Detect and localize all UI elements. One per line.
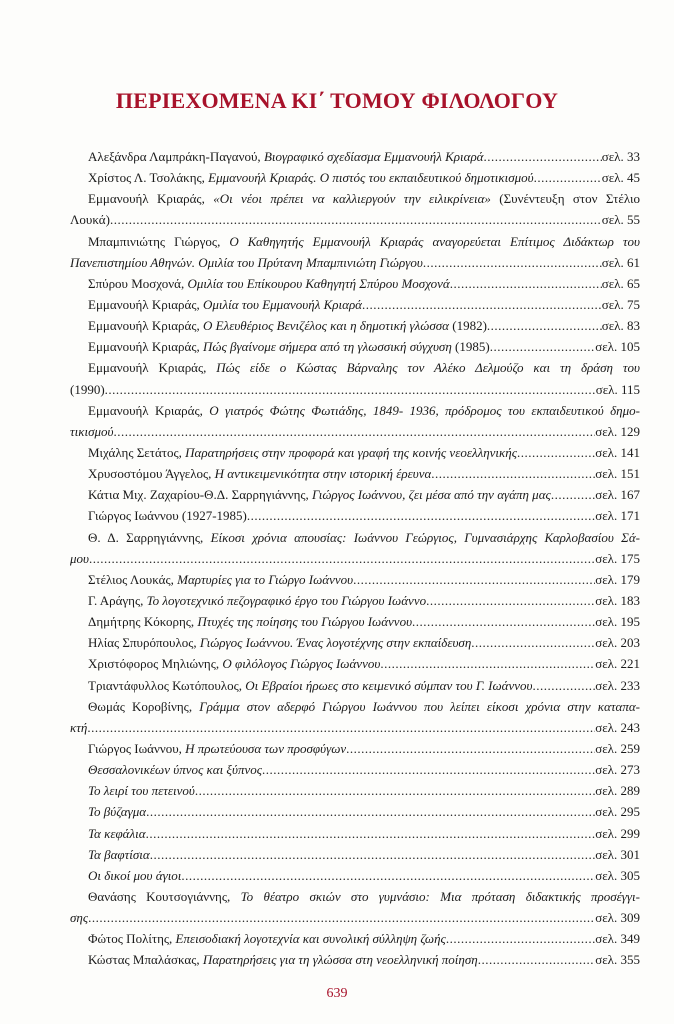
entry-text bbox=[88, 823, 146, 844]
leader-dots bbox=[150, 844, 595, 865]
toc-entry bbox=[70, 886, 640, 928]
entry-author: Στέλιος Λουκάς, bbox=[88, 571, 178, 587]
entry-title: Παρατηρήσεις για τη γλώσσα στη νεοελληνική ποίηση bbox=[202, 952, 478, 968]
entry-author: Θωμάς Κοροβίνης, bbox=[88, 698, 200, 714]
toc-entry-line bbox=[70, 357, 640, 378]
toc-entry bbox=[70, 167, 640, 188]
toc-entry-line bbox=[70, 738, 640, 759]
entry-text bbox=[70, 717, 87, 738]
toc-entry bbox=[70, 801, 640, 822]
entry-text bbox=[88, 865, 181, 886]
entry-title: Γράμμα στον αδερφό Γιώργου Ιωάννου που λείπει είκοσι χρόνια στην καταπα- bbox=[199, 698, 640, 714]
entry-text bbox=[88, 801, 146, 822]
toc-entry bbox=[70, 442, 640, 463]
toc-entry bbox=[70, 675, 640, 696]
entry-text bbox=[88, 442, 517, 463]
entry-title: Τα κεφάλια bbox=[88, 825, 146, 841]
entry-author: (1985) bbox=[451, 339, 490, 355]
entry-author: Γιώργος Ιωάννου, bbox=[88, 740, 186, 756]
entry-title: Ομιλία του Εμμανουήλ Κριαρά bbox=[203, 296, 363, 312]
toc-entry-line bbox=[70, 484, 640, 505]
leader-dots bbox=[105, 379, 596, 400]
toc-entry-line bbox=[70, 315, 640, 336]
leader-dots bbox=[484, 146, 602, 167]
toc-entry-line bbox=[70, 336, 640, 357]
entry-author: Δημήτρης Κόκορης, bbox=[88, 614, 198, 630]
entry-author: Κάτια Μιχ. Ζαχαρίου-Θ.Δ. Σαρρηγιάννης, bbox=[88, 487, 313, 503]
toc-entry-line bbox=[70, 653, 640, 674]
toc-entry bbox=[70, 188, 640, 230]
toc-entry-line bbox=[70, 569, 640, 590]
entry-page: σελ. 221 bbox=[595, 656, 640, 672]
entry-page: σελ. 83 bbox=[601, 318, 640, 334]
toc-entry-line bbox=[70, 865, 640, 886]
toc-entry bbox=[70, 759, 640, 780]
entry-title: Πανεπιστημίου Αθηνών. Ομιλία του Πρύτανη Μπαμπινιώτη Γιώργου bbox=[70, 254, 423, 270]
entry-title: Εμμανουήλ Κριαράς. Ο πιστός του εκπαιδευτικού δημοτικισμού bbox=[208, 170, 534, 186]
entry-author: Εμμανουήλ Κριαράς, bbox=[88, 360, 217, 376]
entry-page: σελ. 129 bbox=[595, 423, 640, 439]
entry-page: σελ. 115 bbox=[595, 381, 640, 397]
toc-entry-line bbox=[70, 505, 640, 526]
entry-page: σελ. 141 bbox=[595, 444, 640, 460]
toc-entry bbox=[70, 865, 640, 886]
toc-entry-line bbox=[70, 844, 640, 865]
toc-entry bbox=[70, 590, 640, 611]
entry-page: σελ. 295 bbox=[595, 804, 640, 820]
entry-author: Γιώργος Ιωάννου (1927-1985) bbox=[88, 508, 247, 524]
toc-entry-line bbox=[70, 421, 640, 442]
entry-title: σης bbox=[70, 910, 89, 926]
entry-page: σελ. 259 bbox=[595, 740, 640, 756]
entry-page: σελ. 75 bbox=[601, 296, 640, 312]
entry-page: σελ. 233 bbox=[595, 677, 640, 693]
toc-entry bbox=[70, 696, 640, 738]
page-title: ΠΕΡΙΕΧΟΜΕΝΑ ΚΙ΄ ΤΟΜΟΥ ΦΙΛΟΛΟΓΟΥ bbox=[115, 88, 559, 113]
entry-text bbox=[88, 294, 362, 315]
entry-title: Παρατηρήσεις στην προφορά και γραφή της κοινής νεοελληνικής bbox=[185, 444, 517, 460]
toc-entry-line bbox=[70, 294, 640, 315]
toc-entry-line bbox=[70, 527, 640, 548]
entry-text bbox=[70, 421, 114, 442]
leader-dots bbox=[247, 505, 595, 526]
entry-text bbox=[88, 653, 380, 674]
entry-author: Φώτος Πολίτης, bbox=[88, 931, 176, 947]
toc-entry bbox=[70, 569, 640, 590]
entry-title: Η αντικειμενικότητα στην ιστορική έρευνα bbox=[214, 466, 432, 482]
entry-text bbox=[70, 907, 88, 928]
entry-text bbox=[88, 273, 450, 294]
entry-text bbox=[88, 611, 412, 632]
toc-entry bbox=[70, 611, 640, 632]
entry-page: σελ. 243 bbox=[595, 719, 640, 735]
toc-entry bbox=[70, 231, 640, 273]
entry-page: σελ. 33 bbox=[601, 149, 640, 164]
toc-entry-line bbox=[70, 209, 640, 230]
toc-entry-line bbox=[70, 928, 640, 949]
entry-author: Εμμανουήλ Κριαράς, bbox=[88, 296, 203, 312]
toc-entry-line bbox=[70, 231, 640, 252]
entry-page: σελ. 105 bbox=[595, 339, 640, 355]
toc-entry-line bbox=[70, 611, 640, 632]
entry-author: Εμμανουήλ Κριαράς, bbox=[88, 191, 214, 207]
entry-author: Τριαντάφυλλος Κωτόπουλος, bbox=[88, 677, 246, 693]
entry-title: μου bbox=[70, 550, 89, 566]
entry-page: σελ. 355 bbox=[595, 952, 640, 968]
leader-dots bbox=[446, 928, 595, 949]
entry-text bbox=[88, 167, 534, 188]
entry-page: σελ. 167 bbox=[595, 487, 640, 503]
entry-author: Ηλίας Σπυρόπουλος, bbox=[88, 635, 200, 651]
toc-entry-line bbox=[70, 146, 640, 167]
entry-text bbox=[88, 780, 195, 801]
entry-page: σελ. 183 bbox=[595, 592, 640, 608]
entry-page: σελ. 203 bbox=[595, 635, 640, 651]
toc-entry-line bbox=[70, 675, 640, 696]
toc-entry bbox=[70, 484, 640, 505]
toc-entry-line bbox=[70, 717, 640, 738]
entry-text bbox=[88, 505, 247, 526]
entry-title: Γιώργος Ιωάννου. Ένας λογοτέχνης στην εκπαίδευση bbox=[199, 635, 472, 651]
entry-author: Εμμανουήλ Κριαράς, bbox=[88, 318, 203, 334]
entry-title: τικισμού bbox=[70, 423, 114, 439]
leader-dots bbox=[534, 167, 602, 188]
entry-title: Θεσσαλονικέων ύπνος και ξύπνος bbox=[88, 762, 263, 778]
toc-entry bbox=[70, 400, 640, 442]
leader-dots bbox=[362, 294, 602, 315]
entry-title: Ο Καθηγητής Εμμανουήλ Κριαράς αναγορεύεται Επίτιμος Διδάκτωρ του bbox=[229, 233, 640, 249]
toc-entry-line bbox=[70, 188, 640, 209]
toc-entry-line bbox=[70, 696, 640, 717]
entry-title: Ο φιλόλογος Γιώργος Ιωάννου bbox=[222, 656, 381, 672]
entry-text bbox=[70, 548, 89, 569]
entry-page: σελ. 171 bbox=[595, 508, 640, 524]
toc-entry-line bbox=[70, 780, 640, 801]
entry-author: Θανάσης Κουτσογιάννης, bbox=[88, 888, 241, 904]
entry-text bbox=[88, 463, 431, 484]
entry-text bbox=[88, 146, 484, 167]
entry-title: Είκοσι χρόνια απουσίας: Ιωάννου Γεώργιος, Γυμνασιάρχης Καρλοβασίου Σά- bbox=[210, 529, 640, 545]
toc-entry bbox=[70, 273, 640, 294]
leader-dots bbox=[87, 717, 595, 738]
toc-entry-line bbox=[70, 400, 640, 421]
entry-text bbox=[88, 484, 551, 505]
toc-entry bbox=[70, 844, 640, 865]
page-number: 639 bbox=[326, 986, 348, 1001]
toc-entry bbox=[70, 294, 640, 315]
entry-title: Γιώργος Ιωάννου, ζει μέσα από την αγάπη μας bbox=[312, 487, 551, 503]
entry-text bbox=[70, 379, 105, 400]
toc-entry bbox=[70, 632, 640, 653]
entry-title: Πώς είδε ο Κώστας Βάρναλης τον Αλέκο Δελμούζο και τη δράση του bbox=[216, 360, 640, 376]
leader-dots bbox=[450, 273, 602, 294]
leader-dots bbox=[490, 336, 596, 357]
leader-dots bbox=[110, 209, 602, 230]
leader-dots bbox=[114, 421, 596, 442]
entry-text bbox=[88, 949, 478, 970]
leader-dots bbox=[412, 611, 595, 632]
toc-entry-line bbox=[70, 463, 640, 484]
leader-dots bbox=[487, 315, 602, 336]
leader-dots bbox=[195, 780, 595, 801]
toc-entry-line bbox=[70, 949, 640, 970]
entry-title: Βιογραφικό σχεδίασμα Εμμανουήλ Κριαρά bbox=[263, 149, 484, 164]
entry-page: σελ. 65 bbox=[601, 275, 640, 291]
entry-author: Μπαμπινιώτης Γιώργος, bbox=[88, 233, 230, 249]
entry-page: σελ. 349 bbox=[595, 931, 640, 947]
leader-dots bbox=[346, 738, 595, 759]
entry-title: Ο γιατρός Φώτης Φωτιάδης, 1849- 1936, πρόδρομος του εκπαιδευτικού δημο- bbox=[209, 402, 640, 418]
entry-title: Πώς βγαίνομε σήμερα από τη γλωσσική σύγχυση bbox=[203, 339, 452, 355]
entry-title: Το λειρί του πετεινού bbox=[88, 783, 195, 799]
toc-entry-line bbox=[70, 167, 640, 188]
entry-page: σελ. 175 bbox=[595, 550, 640, 566]
entry-text bbox=[88, 336, 490, 357]
entry-title: Η πρωτεύουσα των προσφύγων bbox=[185, 740, 347, 756]
entry-text bbox=[88, 928, 446, 949]
toc-entry-line bbox=[70, 252, 640, 273]
entry-title: Πτυχές της ποίησης του Γιώργου Ιωάννου bbox=[197, 614, 413, 630]
entry-text bbox=[88, 759, 262, 780]
entry-title: Επεισοδιακή λογοτεχνία και συνολική σύλληψη ζωής bbox=[175, 931, 446, 947]
toc-entry-line bbox=[70, 632, 640, 653]
toc-entry bbox=[70, 146, 640, 167]
entry-author: Γ. Αράγης, bbox=[88, 592, 147, 608]
entry-text bbox=[88, 844, 150, 865]
entry-page: σελ. 273 bbox=[595, 762, 640, 778]
leader-dots bbox=[532, 675, 595, 696]
toc-entry bbox=[70, 463, 640, 484]
entry-author: (Συνέντευξη στον Στέλιο bbox=[490, 191, 640, 207]
toc-entry bbox=[70, 949, 640, 970]
leader-dots bbox=[146, 801, 595, 822]
entry-author: Λουκά) bbox=[70, 212, 110, 228]
entry-title: κτή bbox=[70, 719, 88, 735]
entry-text bbox=[88, 675, 532, 696]
leader-dots bbox=[380, 653, 595, 674]
leader-dots bbox=[88, 907, 595, 928]
entry-title: Το λογοτεχνικό πεζογραφικό έργο του Γιώργου Ιωάννο bbox=[146, 592, 427, 608]
toc-entry-line bbox=[70, 442, 640, 463]
entry-page: σελ. 305 bbox=[595, 867, 640, 883]
leader-dots bbox=[146, 823, 596, 844]
entry-text bbox=[88, 569, 353, 590]
entry-page: σελ. 289 bbox=[595, 783, 640, 799]
leader-dots bbox=[262, 759, 595, 780]
entry-text bbox=[88, 738, 346, 759]
toc-entry bbox=[70, 653, 640, 674]
entry-title: Ομιλία του Επίκουρου Καθηγητή Σπύρου Μοσχονά bbox=[187, 275, 450, 291]
toc-entry bbox=[70, 505, 640, 526]
entry-title: Οι δικοί μου άγιοι bbox=[88, 867, 182, 883]
leader-dots bbox=[431, 463, 595, 484]
leader-dots bbox=[471, 632, 595, 653]
entry-page: σελ. 195 bbox=[595, 614, 640, 630]
entry-page: σελ. 301 bbox=[595, 846, 640, 862]
toc-entry-line bbox=[70, 759, 640, 780]
leader-dots bbox=[89, 548, 595, 569]
entry-title: Το βύζαγμα bbox=[88, 804, 147, 820]
leader-dots bbox=[426, 590, 595, 611]
entry-title: Μαρτυρίες για το Γιώργο Ιωάννου bbox=[177, 571, 354, 587]
toc-entry bbox=[70, 527, 640, 569]
toc-entry-line bbox=[70, 823, 640, 844]
toc-entry bbox=[70, 823, 640, 844]
toc-entry-line bbox=[70, 273, 640, 294]
entry-title: Οι Εβραίοι ήρωες στο κειμενικό σύμπαν του Γ. Ιωάννου bbox=[245, 677, 533, 693]
toc-entry bbox=[70, 357, 640, 399]
entry-author: Χρυσοστόμου Άγγελος, bbox=[88, 466, 215, 482]
entry-text bbox=[88, 590, 426, 611]
toc-entry-line bbox=[70, 590, 640, 611]
toc-entry-line bbox=[70, 886, 640, 907]
toc-entry bbox=[70, 780, 640, 801]
toc-entry-line bbox=[70, 907, 640, 928]
entry-author: Χριστόφορος Μηλιώνης, bbox=[88, 656, 223, 672]
toc-entry bbox=[70, 336, 640, 357]
entry-title: Το θέατρο σκιών στο γυμνάσιο: Μια πρόταση διδακτικής προσέγγι- bbox=[240, 888, 640, 904]
entry-author: Χρίστος Λ. Τσολάκης, bbox=[88, 170, 209, 186]
entry-page: σελ. 151 bbox=[595, 466, 640, 482]
entry-title: Ο Ελευθέριος Βενιζέλος και η δημοτική γλώσσα bbox=[203, 318, 449, 334]
leader-dots bbox=[551, 484, 595, 505]
toc-entry-line bbox=[70, 379, 640, 400]
entry-page: σελ. 179 bbox=[595, 571, 640, 587]
leader-dots bbox=[423, 252, 602, 273]
entry-author: (1990) bbox=[70, 381, 105, 397]
entry-author: Κώστας Μπαλάσκας, bbox=[88, 952, 203, 968]
entry-author: Θ. Δ. Σαρρηγιάννης, bbox=[88, 529, 211, 545]
leader-dots bbox=[517, 442, 595, 463]
toc-entry bbox=[70, 928, 640, 949]
entry-page: σελ. 299 bbox=[595, 825, 640, 841]
toc-entry bbox=[70, 738, 640, 759]
entry-text bbox=[88, 632, 471, 653]
leader-dots bbox=[353, 569, 595, 590]
entry-author: Εμμανουήλ Κριαράς, bbox=[88, 402, 210, 418]
entry-author: Αλεξάνδρα Λαμπράκη-Παγανού, bbox=[88, 149, 264, 164]
entry-title: «Οι νέοι πρέπει να καλλιεργούν την ειλικρίνεια» bbox=[213, 191, 491, 207]
leader-dots bbox=[181, 865, 595, 886]
entry-text bbox=[70, 209, 110, 230]
leader-dots bbox=[478, 949, 595, 970]
entry-page: σελ. 55 bbox=[601, 212, 640, 228]
entry-text bbox=[88, 315, 487, 336]
entry-page: σελ. 309 bbox=[595, 910, 640, 926]
entry-author: Σπύρου Μοσχονά, bbox=[88, 275, 188, 291]
entry-author: (1982) bbox=[448, 318, 487, 334]
entry-author: Μιχάλης Σετάτος, bbox=[88, 444, 186, 460]
entry-author: Εμμανουήλ Κριαράς, bbox=[88, 339, 203, 355]
entry-page: σελ. 45 bbox=[601, 170, 640, 186]
entry-text bbox=[70, 252, 423, 273]
entry-title: Τα βαφτίσια bbox=[88, 846, 150, 862]
toc-entry-line bbox=[70, 801, 640, 822]
entry-page: σελ. 61 bbox=[601, 254, 640, 270]
toc-entry bbox=[70, 315, 640, 336]
table-of-contents bbox=[70, 146, 640, 970]
toc-entry-line bbox=[70, 548, 640, 569]
